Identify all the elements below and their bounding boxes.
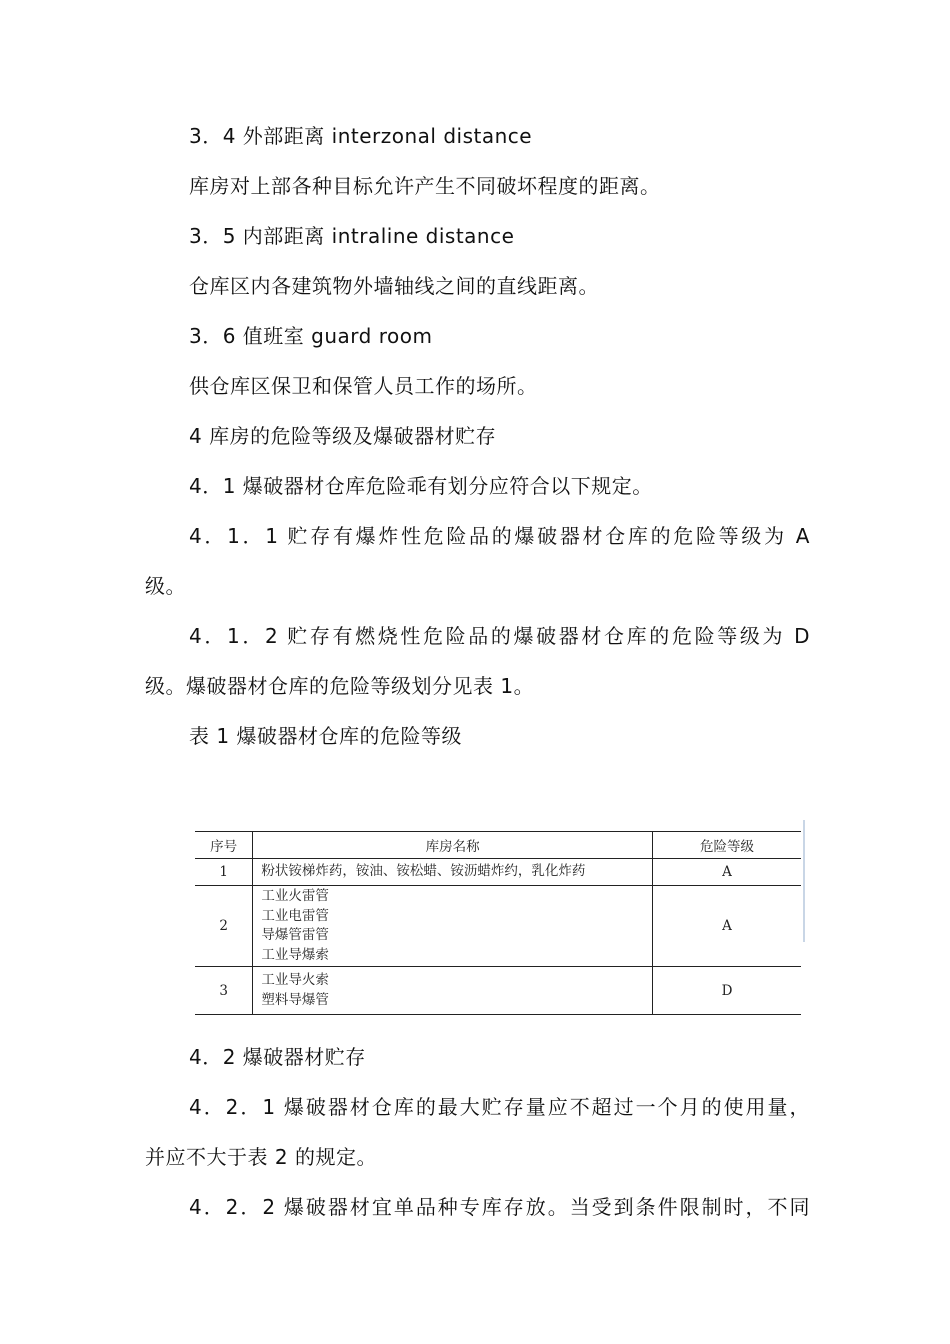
table-row <box>195 859 801 886</box>
section-4-heading <box>145 411 810 461</box>
row-no: 2 <box>195 886 253 967</box>
warehouse-name: 导爆管雷管 <box>261 927 329 943</box>
row-no: 1 <box>195 859 253 886</box>
caption-text: 表 1 爆破器材仓库的危险等级 <box>189 724 462 748</box>
header-name: 库房名称 <box>253 832 653 859</box>
table-row <box>195 967 801 1015</box>
clause-4-1-2 <box>145 611 810 711</box>
clause-3-5-body <box>145 261 810 311</box>
warehouse-name: 粉状铵梯炸药，铵油、铵松蜡、铵沥蜡炸约，乳化炸药 <box>261 863 586 880</box>
hazard-grade-table <box>195 831 801 1015</box>
clause-line <box>145 611 810 661</box>
clause-text: 仓库区内各建筑物外墙轴线之间的直线距离。 <box>189 274 599 298</box>
header-grade: 危险等级 <box>652 832 801 859</box>
clause-text: 3．6 值班室 guard room <box>189 324 433 348</box>
clause-line: 级。 <box>145 574 186 598</box>
table-1-caption <box>145 711 810 761</box>
clause-text: 库房对上部各种目标允许产生不同破坏程度的距离。 <box>189 174 661 198</box>
row-no: 3 <box>195 967 253 1015</box>
clause-text: 3．4 外部距离 interzonal distance <box>189 124 533 148</box>
clause-line <box>145 511 810 561</box>
row-grade: A <box>652 859 801 886</box>
row-grade: D <box>652 967 801 1015</box>
warehouse-name: 工业电雷管 <box>261 907 329 924</box>
clause-text: 4．2 爆破器材贮存 <box>189 1045 366 1069</box>
warehouse-name: 工业导火索 <box>261 972 329 988</box>
section-title: 4 库房的危险等级及爆破器材贮存 <box>189 424 497 448</box>
table-header-row <box>195 832 801 859</box>
clause-4-2-2 <box>145 1182 810 1232</box>
clause-text: 4．1 爆破器材仓库危险乖有划分应符合以下规定。 <box>189 474 653 498</box>
clause-text: 4．1．1 贮存有爆炸性危险品的爆破器材仓库的危险等级为 A <box>189 524 810 548</box>
clause-3-6-body <box>145 361 810 411</box>
clause-text: 4．2．2 爆破器材宜单品种专库存放。当受到条件限制时，不同 <box>189 1195 810 1219</box>
clause-line <box>145 1182 810 1232</box>
row-grade: A <box>652 886 801 967</box>
row-names <box>253 859 653 886</box>
clause-3-5-heading <box>145 211 810 261</box>
clause-line <box>145 1082 810 1132</box>
clause-3-4-heading <box>145 111 810 161</box>
clause-4-1-1 <box>145 511 810 611</box>
clause-3-4-body <box>145 161 810 211</box>
clause-4-1 <box>145 461 810 511</box>
clause-4-2-heading <box>145 1032 810 1082</box>
clause-line: 并应不大于表 2 的规定。 <box>145 1145 377 1169</box>
row-names <box>253 967 653 1015</box>
clause-text: 4．2．1 爆破器材仓库的最大贮存量应不超过一个月的使用量， <box>189 1095 810 1119</box>
clause-text: 供仓库区保卫和保管人员工作的场所。 <box>189 374 538 398</box>
header-no: 序号 <box>195 832 253 859</box>
clause-3-6-heading <box>145 311 810 361</box>
warehouse-name: 塑料导爆管 <box>261 991 329 1008</box>
warehouse-name: 工业火雷管 <box>261 888 329 904</box>
clause-text: 4．1．2 贮存有燃烧性危险品的爆破器材仓库的危险等级为 D <box>189 624 810 648</box>
clause-4-2-1 <box>145 1082 810 1182</box>
clause-text: 3．5 内部距离 intraline distance <box>189 224 515 248</box>
warehouse-name: 工业导爆索 <box>261 946 329 963</box>
scan-edge-line <box>803 820 805 942</box>
clause-line: 级。爆破器材仓库的危险等级划分见表 1。 <box>145 674 535 698</box>
table-row <box>195 886 801 967</box>
row-names <box>253 886 653 967</box>
